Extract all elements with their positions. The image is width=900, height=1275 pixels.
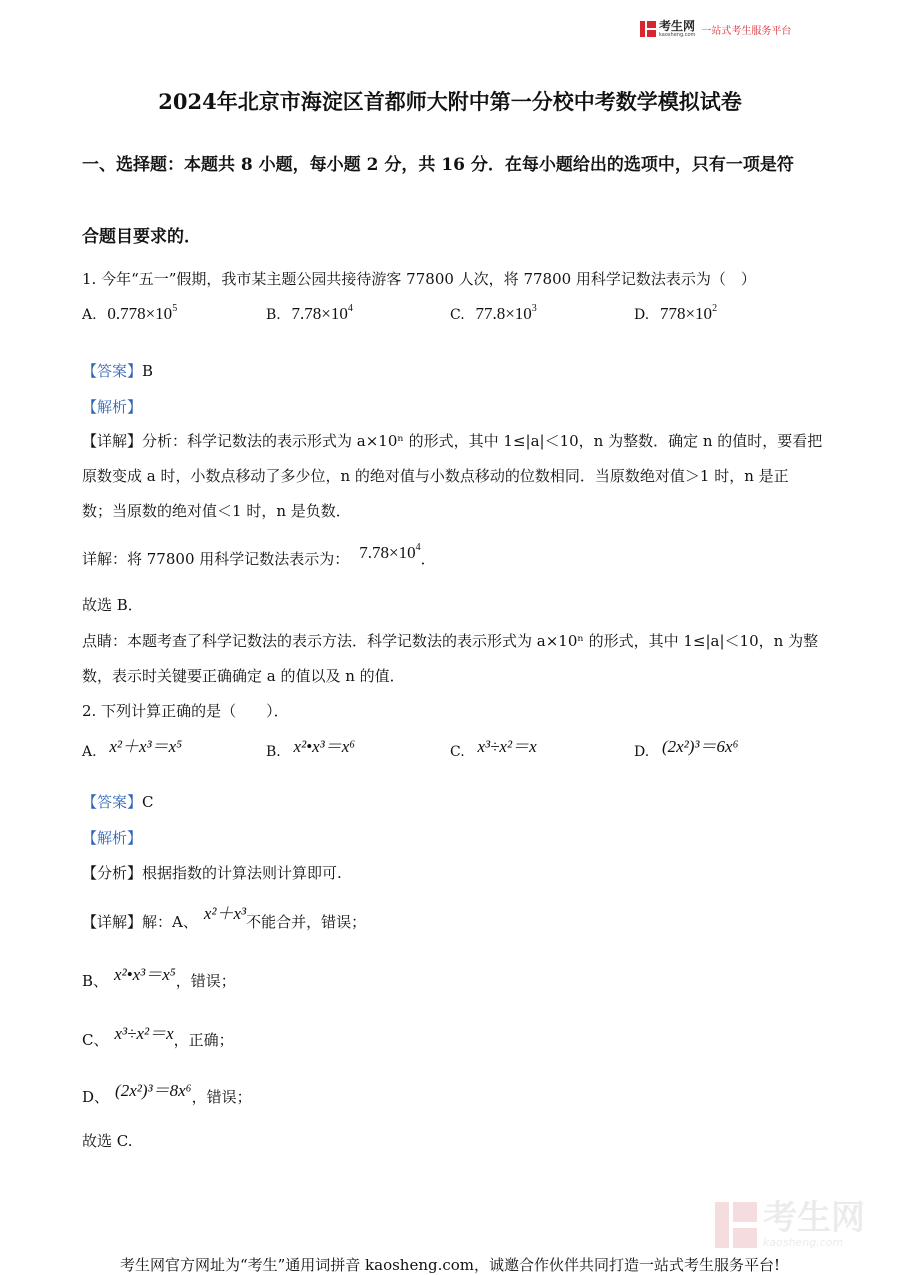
q1-analysis-label: 【解析】 — [82, 398, 143, 416]
q2-answer: 【答案】C — [82, 793, 154, 811]
q2-analysis-label: 【解析】 — [82, 829, 143, 847]
logo-slogan: 一站式考生服务平台 — [701, 25, 792, 37]
q2-choose: 故选 C. — [82, 1132, 133, 1150]
kaosheng-logo-icon — [640, 21, 656, 37]
logo-name: 考生网 — [659, 19, 696, 33]
q1-stem: 1. 今年“五一”假期，我市某主题公园共接待游客 77800 人次，将 77800 用科学记数法表示为（ ） — [82, 270, 756, 288]
q2-analysis-short: 【分析】根据指数的计算法则计算即可. — [82, 864, 342, 882]
footer-text: 考生网官方网址为“考生”通用词拼音 kaosheng.com，诚邀合作伙伴共同打造一站式考生服务平台! — [119, 1256, 781, 1274]
q1-option-b: B. $7.78\times 10^4$ — [266, 303, 353, 323]
kaosheng-watermark-icon — [715, 1202, 757, 1248]
q1-option-a: A. $0.778\times 10^5$ — [82, 303, 178, 323]
q1-detail-line3: 数；当原数的绝对值＜1 时，n 是负数． — [82, 502, 351, 520]
logo-domain: kaosheng.com — [659, 32, 696, 38]
header-logo — [640, 20, 791, 38]
section-heading-line2: 合题目要求的． — [82, 227, 201, 247]
q2-detail-d: D、 (2x²)³＝8x⁶，错误； — [82, 1081, 252, 1106]
q2-option-c: C. x³÷x²＝x — [450, 737, 537, 760]
q2-stem: 2. 下列计算正确的是（ ）． — [82, 702, 289, 720]
q1-comment-line2: 数，表示时关键要正确确定 a 的值以及 n 的值． — [82, 667, 405, 685]
q2-option-a: A. x²＋x³＝x⁵ — [82, 737, 183, 760]
q2-option-d: D. (2x²)³＝6x⁶ — [634, 737, 739, 760]
q1-detail-line1: 【详解】分析：科学记数法的表示形式为 a×10ⁿ 的形式，其中 1≤|a|＜10，n 为整数．确定 n 的值时，要看把 — [82, 432, 823, 450]
q2-detail-b: B、 x²•x³＝x⁵，错误； — [82, 965, 236, 990]
q1-option-c: C. $77.8\times 10^3$ — [450, 303, 537, 323]
watermark-name: 考生网 — [763, 1198, 865, 1238]
q1-detail-line2: 原数变成 a 时，小数点移动了多少位，n 的绝对值与小数点移动的位数相同．当原数绝对值＞1 时，n 是正 — [82, 467, 789, 485]
q1-detail2: 详解：将 77800 用科学记数法表示为： $7.78\times 10^4$． — [82, 542, 436, 568]
q1-comment-line1: 点睛：本题考查了科学记数法的表示方法．科学记数法的表示形式为 a×10ⁿ 的形式，其中 1≤|a|＜10，n 为整 — [82, 632, 819, 650]
q2-option-b: B. x²•x³＝x⁶ — [266, 737, 356, 760]
q2-detail-c: C、 x³÷x²＝x，正确； — [82, 1024, 234, 1049]
q1-option-d: D. $778\times 10^2$ — [634, 303, 718, 323]
watermark — [715, 1200, 865, 1249]
q1-answer: 【答案】B — [82, 362, 154, 380]
page-title: 2024年北京市海淀区首都师大附中第一分校中考数学模拟试卷 — [158, 89, 742, 114]
section-heading-line1: 一、选择题：本题共 8 小题，每小题 2 分，共 16 分．在每小题给出的选项中，只有一项是符 — [82, 155, 794, 175]
q2-detail-a: 【详解】解：A、 x²＋x³不能合并，错误； — [82, 904, 367, 931]
q1-choose: 故选 B． — [82, 596, 143, 614]
watermark-domain: kaosheng.com — [763, 1236, 844, 1249]
